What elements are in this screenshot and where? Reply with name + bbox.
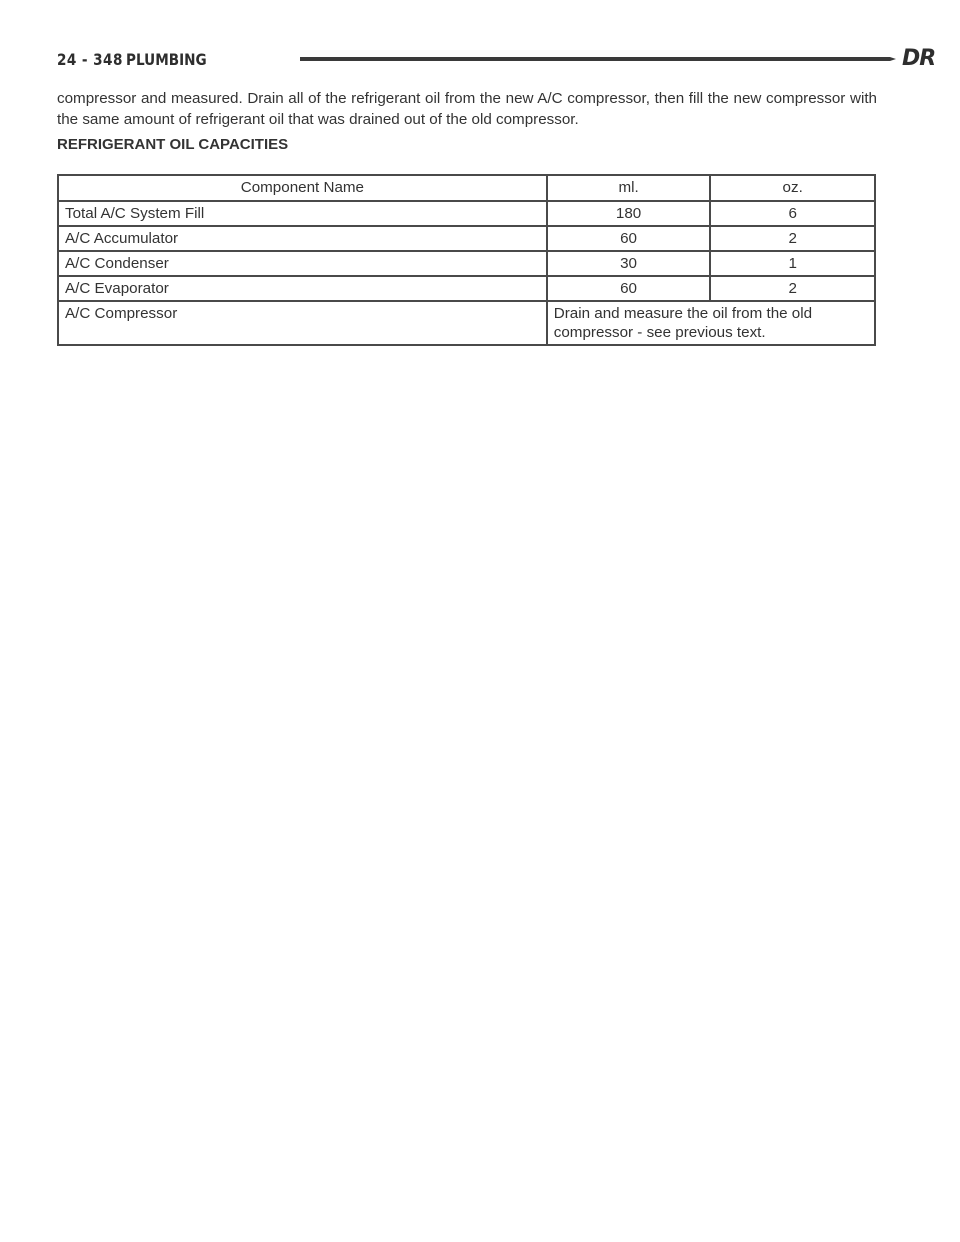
cell-oz: 1 — [710, 251, 875, 276]
section-title: PLUMBING — [126, 49, 208, 69]
cell-oz: 6 — [710, 201, 875, 226]
table-row — [58, 201, 875, 226]
table-title: REFRIGERANT OIL CAPACITIES — [57, 136, 289, 153]
page-header — [57, 44, 936, 74]
header-rule — [300, 57, 890, 61]
cell-ml: 180 — [547, 201, 711, 226]
table-row — [58, 226, 875, 251]
brand-logo: DR — [902, 46, 936, 71]
cell-component: A/C Accumulator — [58, 226, 547, 251]
page-number: 24 - 348 — [57, 49, 123, 69]
cell-oz: 2 — [710, 226, 875, 251]
table-header-row — [58, 175, 875, 201]
cell-ml: 30 — [547, 251, 711, 276]
cell-ml: 60 — [547, 226, 711, 251]
cell-component: Total A/C System Fill — [58, 201, 547, 226]
table-row — [58, 251, 875, 276]
header-ml: ml. — [547, 175, 711, 201]
cell-ml: 60 — [547, 276, 711, 301]
header-oz: oz. — [710, 175, 875, 201]
header-component-name: Component Name — [58, 175, 547, 201]
cell-component: A/C Condenser — [58, 251, 547, 276]
oil-capacities-table — [57, 174, 876, 346]
cell-oz: 2 — [710, 276, 875, 301]
cell-component: A/C Evaporator — [58, 276, 547, 301]
cell-component: A/C Compressor — [58, 301, 547, 345]
table-row — [58, 301, 875, 345]
cell-compressor-note: Drain and measure the oil from the old compressor - see previous text. — [547, 301, 875, 345]
table-row — [58, 276, 875, 301]
body-paragraph: compressor and measured. Drain all of the refrigerant oil from the new A/C compressor, then fill the new compressor with the same amount of refrigerant oil that was drained out of the old compressor. — [57, 90, 877, 128]
